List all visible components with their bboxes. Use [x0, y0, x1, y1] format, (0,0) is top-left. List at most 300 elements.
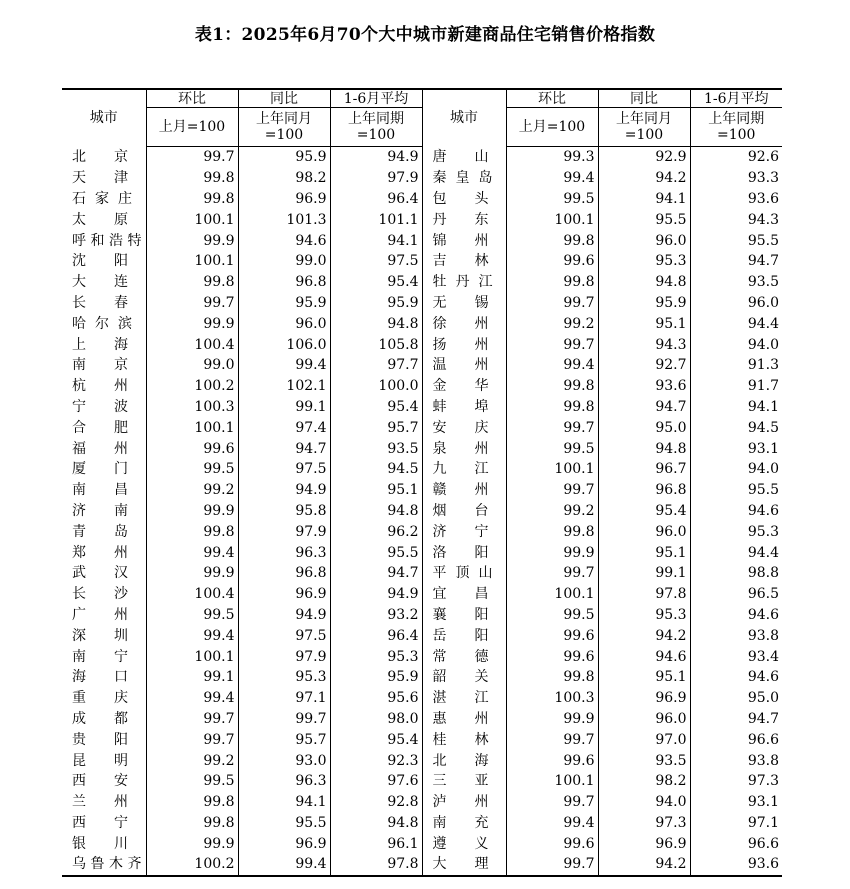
ytd-value-left: 95.4: [330, 729, 422, 750]
yoy-value-right: 95.3: [598, 251, 690, 272]
city-name-right: 平顶山: [422, 563, 506, 584]
ytd-value-right: 95.3: [747, 523, 779, 540]
table-row: [62, 272, 782, 293]
mom-value-right: 99.7: [506, 480, 598, 501]
ytd-value-left: 97.5: [330, 251, 422, 272]
mom-value-right: 99.6: [506, 750, 598, 771]
header-ytd-base-right: 上年同期 =100: [690, 108, 782, 147]
mom-value-left: 100.1: [146, 209, 238, 230]
mom-value-left: 99.8: [146, 272, 238, 293]
city-name-right: 遵义: [422, 833, 506, 854]
city-name-right: 桂林: [422, 729, 506, 750]
header-mom-base-right: 上月=100: [506, 108, 598, 147]
city-name-right: 韶关: [422, 667, 506, 688]
ytd-value-left: 96.1: [330, 833, 422, 854]
city-name-right: 赣州: [422, 480, 506, 501]
mom-value-right: 99.8: [506, 230, 598, 251]
mom-value-right: 99.7: [506, 334, 598, 355]
header-ytd-right: 1-6月平均: [690, 89, 782, 108]
yoy-value-left: 95.8: [238, 501, 330, 522]
table-row: [62, 189, 782, 210]
ytd-value-right: 93.1: [747, 440, 779, 457]
city-name-left: 福州: [62, 438, 146, 459]
mom-value-left: 99.5: [146, 459, 238, 480]
city-name-left: 广州: [62, 605, 146, 626]
yoy-value-right: 94.6: [598, 646, 690, 667]
yoy-value-right: 96.0: [598, 230, 690, 251]
header-ytd-left: 1-6月平均: [330, 89, 422, 108]
table-row: [62, 438, 782, 459]
ytd-value-left: 100.0: [330, 376, 422, 397]
ytd-value-left: 95.4: [330, 397, 422, 418]
mom-value-right: 99.6: [506, 625, 598, 646]
table-row: [62, 376, 782, 397]
yoy-value-left: 96.3: [238, 542, 330, 563]
mom-value-left: 99.9: [146, 230, 238, 251]
ytd-value-right: 96.0: [747, 294, 779, 311]
table-row: [62, 854, 782, 876]
mom-value-right: 100.1: [506, 771, 598, 792]
ytd-value-left: 94.8: [330, 813, 422, 834]
city-name-left: 青岛: [62, 521, 146, 542]
mom-value-right: 99.4: [506, 168, 598, 189]
mom-value-right: 99.7: [506, 854, 598, 876]
mom-value-left: 99.9: [146, 313, 238, 334]
city-name-left: 银川: [62, 833, 146, 854]
ytd-value-left: 95.7: [330, 417, 422, 438]
mom-value-left: 99.7: [146, 293, 238, 314]
mom-value-right: 99.4: [506, 355, 598, 376]
city-name-right: 蚌埠: [422, 397, 506, 418]
yoy-value-left: 95.9: [238, 293, 330, 314]
city-name-right: 吉林: [422, 251, 506, 272]
table-row: [62, 625, 782, 646]
mom-value-left: 99.6: [146, 438, 238, 459]
mom-value-left: 99.9: [146, 563, 238, 584]
table-row: [62, 709, 782, 730]
table-row: [62, 168, 782, 189]
table-row: [62, 605, 782, 626]
yoy-value-left: 98.2: [238, 168, 330, 189]
ytd-value-left: 92.8: [330, 792, 422, 813]
ytd-value-right: 94.0: [747, 461, 779, 478]
ytd-value-right: 93.6: [747, 190, 779, 207]
yoy-value-left: 99.0: [238, 251, 330, 272]
yoy-value-left: 94.7: [238, 438, 330, 459]
city-name-left: 贵阳: [62, 729, 146, 750]
mom-value-left: 99.5: [146, 771, 238, 792]
yoy-value-right: 95.9: [598, 293, 690, 314]
header-ytd-base-left: 上年同期 =100: [330, 108, 422, 147]
yoy-value-right: 96.9: [598, 688, 690, 709]
header-mom-right: 环比: [506, 89, 598, 108]
city-name-right: 锦州: [422, 230, 506, 251]
header-mom-left: 环比: [146, 89, 238, 108]
mom-value-left: 100.1: [146, 417, 238, 438]
mom-value-left: 100.1: [146, 646, 238, 667]
yoy-value-left: 95.3: [238, 667, 330, 688]
table-row: [62, 750, 782, 771]
yoy-value-right: 92.9: [598, 147, 690, 168]
mom-value-right: 99.4: [506, 813, 598, 834]
yoy-value-left: 96.3: [238, 771, 330, 792]
ytd-value-right: 94.7: [747, 253, 779, 270]
city-name-left: 大连: [62, 272, 146, 293]
yoy-value-right: 93.5: [598, 750, 690, 771]
yoy-value-left: 97.9: [238, 521, 330, 542]
mom-value-left: 100.2: [146, 376, 238, 397]
yoy-value-left: 96.9: [238, 189, 330, 210]
mom-value-right: 99.6: [506, 251, 598, 272]
city-name-right: 泉州: [422, 438, 506, 459]
city-name-left: 石家庄: [62, 189, 146, 210]
mom-value-left: 99.2: [146, 480, 238, 501]
city-name-right: 三亚: [422, 771, 506, 792]
ytd-value-left: 101.1: [330, 209, 422, 230]
yoy-value-right: 96.0: [598, 521, 690, 542]
city-name-left: 海口: [62, 667, 146, 688]
ytd-value-left: 97.7: [330, 355, 422, 376]
yoy-value-left: 94.9: [238, 480, 330, 501]
city-name-left: 北京: [62, 147, 146, 168]
yoy-value-left: 102.1: [238, 376, 330, 397]
city-name-right: 惠州: [422, 709, 506, 730]
city-name-right: 牡丹江: [422, 272, 506, 293]
yoy-value-right: 97.3: [598, 813, 690, 834]
yoy-value-right: 96.9: [598, 833, 690, 854]
ytd-value-left: 96.4: [330, 189, 422, 210]
city-name-left: 合肥: [62, 417, 146, 438]
yoy-value-left: 99.4: [238, 355, 330, 376]
city-name-left: 南京: [62, 355, 146, 376]
mom-value-left: 99.8: [146, 792, 238, 813]
yoy-value-right: 96.0: [598, 709, 690, 730]
table-row: [62, 417, 782, 438]
yoy-value-left: 101.3: [238, 209, 330, 230]
mom-value-right: 99.6: [506, 833, 598, 854]
city-name-right: 湛江: [422, 688, 506, 709]
table-row: [62, 355, 782, 376]
mom-value-left: 99.5: [146, 605, 238, 626]
header-yoy-right: 同比: [598, 89, 690, 108]
city-name-right: 温州: [422, 355, 506, 376]
mom-value-right: 99.8: [506, 272, 598, 293]
ytd-value-right: 93.8: [747, 752, 779, 769]
yoy-value-right: 95.1: [598, 667, 690, 688]
mom-value-left: 100.2: [146, 854, 238, 876]
mom-value-left: 99.2: [146, 750, 238, 771]
table-row: [62, 688, 782, 709]
city-name-right: 丹东: [422, 209, 506, 230]
mom-value-left: 99.1: [146, 667, 238, 688]
ytd-value-right: 93.5: [747, 274, 779, 291]
ytd-value-left: 95.4: [330, 272, 422, 293]
table-row: [62, 792, 782, 813]
city-name-right: 大理: [422, 854, 506, 876]
ytd-value-left: 95.5: [330, 542, 422, 563]
ytd-value-left: 97.6: [330, 771, 422, 792]
yoy-value-right: 94.8: [598, 438, 690, 459]
mom-value-right: 100.1: [506, 584, 598, 605]
yoy-value-left: 95.5: [238, 813, 330, 834]
mom-value-right: 99.2: [506, 313, 598, 334]
ytd-value-right: 95.5: [747, 232, 779, 249]
city-name-left: 昆明: [62, 750, 146, 771]
yoy-value-right: 97.0: [598, 729, 690, 750]
mom-value-right: 99.2: [506, 501, 598, 522]
page-title: 表1：2025年6月70个大中城市新建商品住宅销售价格指数: [194, 25, 656, 45]
ytd-value-left: 94.9: [330, 147, 422, 168]
mom-value-left: 99.8: [146, 813, 238, 834]
city-name-left: 郑州: [62, 542, 146, 563]
mom-value-right: 99.9: [506, 709, 598, 730]
table-row: [62, 480, 782, 501]
yoy-value-left: 97.9: [238, 646, 330, 667]
mom-value-left: 100.1: [146, 251, 238, 272]
city-name-left: 天津: [62, 168, 146, 189]
mom-value-left: 99.8: [146, 168, 238, 189]
ytd-value-left: 94.8: [330, 313, 422, 334]
ytd-value-left: 92.3: [330, 750, 422, 771]
yoy-value-right: 94.3: [598, 334, 690, 355]
yoy-value-right: 92.7: [598, 355, 690, 376]
yoy-value-right: 95.4: [598, 501, 690, 522]
mom-value-right: 100.1: [506, 459, 598, 480]
yoy-value-right: 95.1: [598, 313, 690, 334]
mom-value-right: 99.8: [506, 521, 598, 542]
city-name-left: 长春: [62, 293, 146, 314]
ytd-value-left: 94.1: [330, 230, 422, 251]
mom-value-right: 100.1: [506, 209, 598, 230]
city-name-right: 唐山: [422, 147, 506, 168]
mom-value-right: 99.8: [506, 376, 598, 397]
mom-value-right: 100.3: [506, 688, 598, 709]
yoy-value-left: 94.6: [238, 230, 330, 251]
mom-value-right: 99.5: [506, 605, 598, 626]
table-row: [62, 501, 782, 522]
table-row: [62, 667, 782, 688]
ytd-value-left: 93.2: [330, 605, 422, 626]
ytd-value-left: 94.9: [330, 584, 422, 605]
mom-value-right: 99.6: [506, 646, 598, 667]
yoy-value-right: 95.3: [598, 605, 690, 626]
city-name-right: 安庆: [422, 417, 506, 438]
yoy-value-right: 94.2: [598, 625, 690, 646]
ytd-value-right: 93.4: [747, 648, 779, 665]
city-name-left: 乌鲁木齐: [62, 854, 146, 876]
ytd-value-right: 92.6: [747, 149, 779, 166]
ytd-value-left: 94.8: [330, 501, 422, 522]
city-name-left: 成都: [62, 709, 146, 730]
ytd-value-right: 94.4: [747, 315, 779, 332]
mom-value-left: 99.0: [146, 355, 238, 376]
mom-value-left: 99.7: [146, 709, 238, 730]
yoy-value-left: 97.5: [238, 459, 330, 480]
mom-value-left: 99.8: [146, 521, 238, 542]
header-yoy-left: 同比: [238, 89, 330, 108]
ytd-value-right: 93.1: [747, 794, 779, 811]
ytd-value-right: 94.0: [747, 336, 779, 353]
ytd-value-left: 95.6: [330, 688, 422, 709]
ytd-value-right: 94.5: [747, 419, 779, 436]
city-name-right: 洛阳: [422, 542, 506, 563]
header-yoy-base-left: 上年同月 =100: [238, 108, 330, 147]
ytd-value-right: 94.6: [747, 669, 779, 686]
mom-value-left: 99.8: [146, 189, 238, 210]
city-name-right: 泸州: [422, 792, 506, 813]
table-row: [62, 833, 782, 854]
ytd-value-right: 97.3: [747, 773, 779, 790]
price-index-table: [62, 88, 782, 877]
table-row: [62, 147, 782, 168]
table-row: [62, 563, 782, 584]
mom-value-left: 99.4: [146, 542, 238, 563]
ytd-value-left: 94.7: [330, 563, 422, 584]
mom-value-right: 99.5: [506, 189, 598, 210]
mom-value-right: 99.8: [506, 667, 598, 688]
city-name-right: 扬州: [422, 334, 506, 355]
ytd-value-left: 97.8: [330, 854, 422, 876]
yoy-value-left: 97.5: [238, 625, 330, 646]
ytd-value-left: 95.3: [330, 646, 422, 667]
ytd-value-left: 98.0: [330, 709, 422, 730]
city-name-left: 济南: [62, 501, 146, 522]
yoy-value-left: 99.7: [238, 709, 330, 730]
mom-value-right: 99.3: [506, 147, 598, 168]
table-row: [62, 646, 782, 667]
city-name-right: 宜昌: [422, 584, 506, 605]
city-name-right: 常德: [422, 646, 506, 667]
table-row: [62, 813, 782, 834]
yoy-value-left: 99.1: [238, 397, 330, 418]
ytd-value-right: 93.8: [747, 627, 779, 644]
yoy-value-right: 98.2: [598, 771, 690, 792]
table-row: [62, 584, 782, 605]
mom-value-left: 100.4: [146, 334, 238, 355]
yoy-value-right: 99.1: [598, 563, 690, 584]
ytd-value-left: 96.2: [330, 521, 422, 542]
yoy-value-left: 96.8: [238, 272, 330, 293]
header-city-left: 城市: [62, 89, 146, 147]
ytd-value-right: 91.7: [747, 378, 779, 395]
table-row: [62, 209, 782, 230]
yoy-value-right: 94.0: [598, 792, 690, 813]
city-name-left: 西安: [62, 771, 146, 792]
mom-value-right: 99.7: [506, 792, 598, 813]
mom-value-left: 100.4: [146, 584, 238, 605]
city-name-left: 兰州: [62, 792, 146, 813]
city-name-left: 武汉: [62, 563, 146, 584]
mom-value-right: 99.7: [506, 729, 598, 750]
city-name-right: 包头: [422, 189, 506, 210]
ytd-value-left: 95.9: [330, 667, 422, 688]
ytd-value-right: 96.5: [747, 586, 779, 603]
city-name-right: 襄阳: [422, 605, 506, 626]
city-name-left: 杭州: [62, 376, 146, 397]
mom-value-right: 99.5: [506, 438, 598, 459]
ytd-value-right: 93.3: [747, 170, 779, 187]
ytd-value-left: 93.5: [330, 438, 422, 459]
city-name-right: 济宁: [422, 521, 506, 542]
yoy-value-right: 96.8: [598, 480, 690, 501]
mom-value-right: 99.8: [506, 397, 598, 418]
city-name-left: 呼和浩特: [62, 230, 146, 251]
yoy-value-right: 97.8: [598, 584, 690, 605]
city-name-left: 重庆: [62, 688, 146, 709]
yoy-value-left: 96.9: [238, 584, 330, 605]
ytd-value-right: 95.5: [747, 482, 779, 499]
yoy-value-left: 95.7: [238, 729, 330, 750]
city-name-left: 长沙: [62, 584, 146, 605]
city-name-left: 西宁: [62, 813, 146, 834]
city-name-right: 秦皇岛: [422, 168, 506, 189]
yoy-value-left: 95.9: [238, 147, 330, 168]
yoy-value-right: 93.6: [598, 376, 690, 397]
table-row: [62, 729, 782, 750]
mom-value-right: 99.7: [506, 417, 598, 438]
ytd-value-right: 96.6: [747, 731, 779, 748]
mom-value-left: 99.9: [146, 833, 238, 854]
yoy-value-left: 99.4: [238, 854, 330, 876]
mom-value-left: 100.3: [146, 397, 238, 418]
ytd-value-right: 94.4: [747, 544, 779, 561]
ytd-value-left: 95.9: [330, 293, 422, 314]
mom-value-left: 99.4: [146, 625, 238, 646]
ytd-value-right: 98.8: [747, 565, 779, 582]
yoy-value-right: 94.1: [598, 189, 690, 210]
header-city-right: 城市: [422, 89, 506, 147]
table-row: [62, 459, 782, 480]
city-name-left: 厦门: [62, 459, 146, 480]
table-body: [62, 147, 782, 876]
header-mom-base-left: 上月=100: [146, 108, 238, 147]
yoy-value-right: 94.2: [598, 854, 690, 876]
ytd-value-right: 93.6: [690, 854, 782, 876]
yoy-value-left: 106.0: [238, 334, 330, 355]
city-name-left: 沈阳: [62, 251, 146, 272]
yoy-value-left: 94.1: [238, 792, 330, 813]
ytd-value-left: 96.4: [330, 625, 422, 646]
ytd-value-left: 95.1: [330, 480, 422, 501]
city-name-left: 宁波: [62, 397, 146, 418]
mom-value-right: 99.7: [506, 293, 598, 314]
city-name-left: 南宁: [62, 646, 146, 667]
ytd-value-right: 94.6: [747, 502, 779, 519]
ytd-value-right: 94.6: [747, 606, 779, 623]
header-yoy-base-right: 上年同月 =100: [598, 108, 690, 147]
mom-value-left: 99.9: [146, 501, 238, 522]
mom-value-left: 99.7: [146, 729, 238, 750]
city-name-left: 上海: [62, 334, 146, 355]
city-name-right: 九江: [422, 459, 506, 480]
yoy-value-left: 97.1: [238, 688, 330, 709]
city-name-left: 南昌: [62, 480, 146, 501]
yoy-value-left: 94.9: [238, 605, 330, 626]
table-row: [62, 251, 782, 272]
yoy-value-right: 94.2: [598, 168, 690, 189]
yoy-value-right: 95.5: [598, 209, 690, 230]
ytd-value-left: 105.8: [330, 334, 422, 355]
city-name-left: 哈尔滨: [62, 313, 146, 334]
ytd-value-right: 94.1: [747, 398, 779, 415]
mom-value-right: 99.7: [506, 563, 598, 584]
mom-value-right: 99.9: [506, 542, 598, 563]
yoy-value-left: 93.0: [238, 750, 330, 771]
yoy-value-right: 94.8: [598, 272, 690, 293]
city-name-right: 金华: [422, 376, 506, 397]
city-name-right: 无锡: [422, 293, 506, 314]
yoy-value-right: 95.0: [598, 417, 690, 438]
